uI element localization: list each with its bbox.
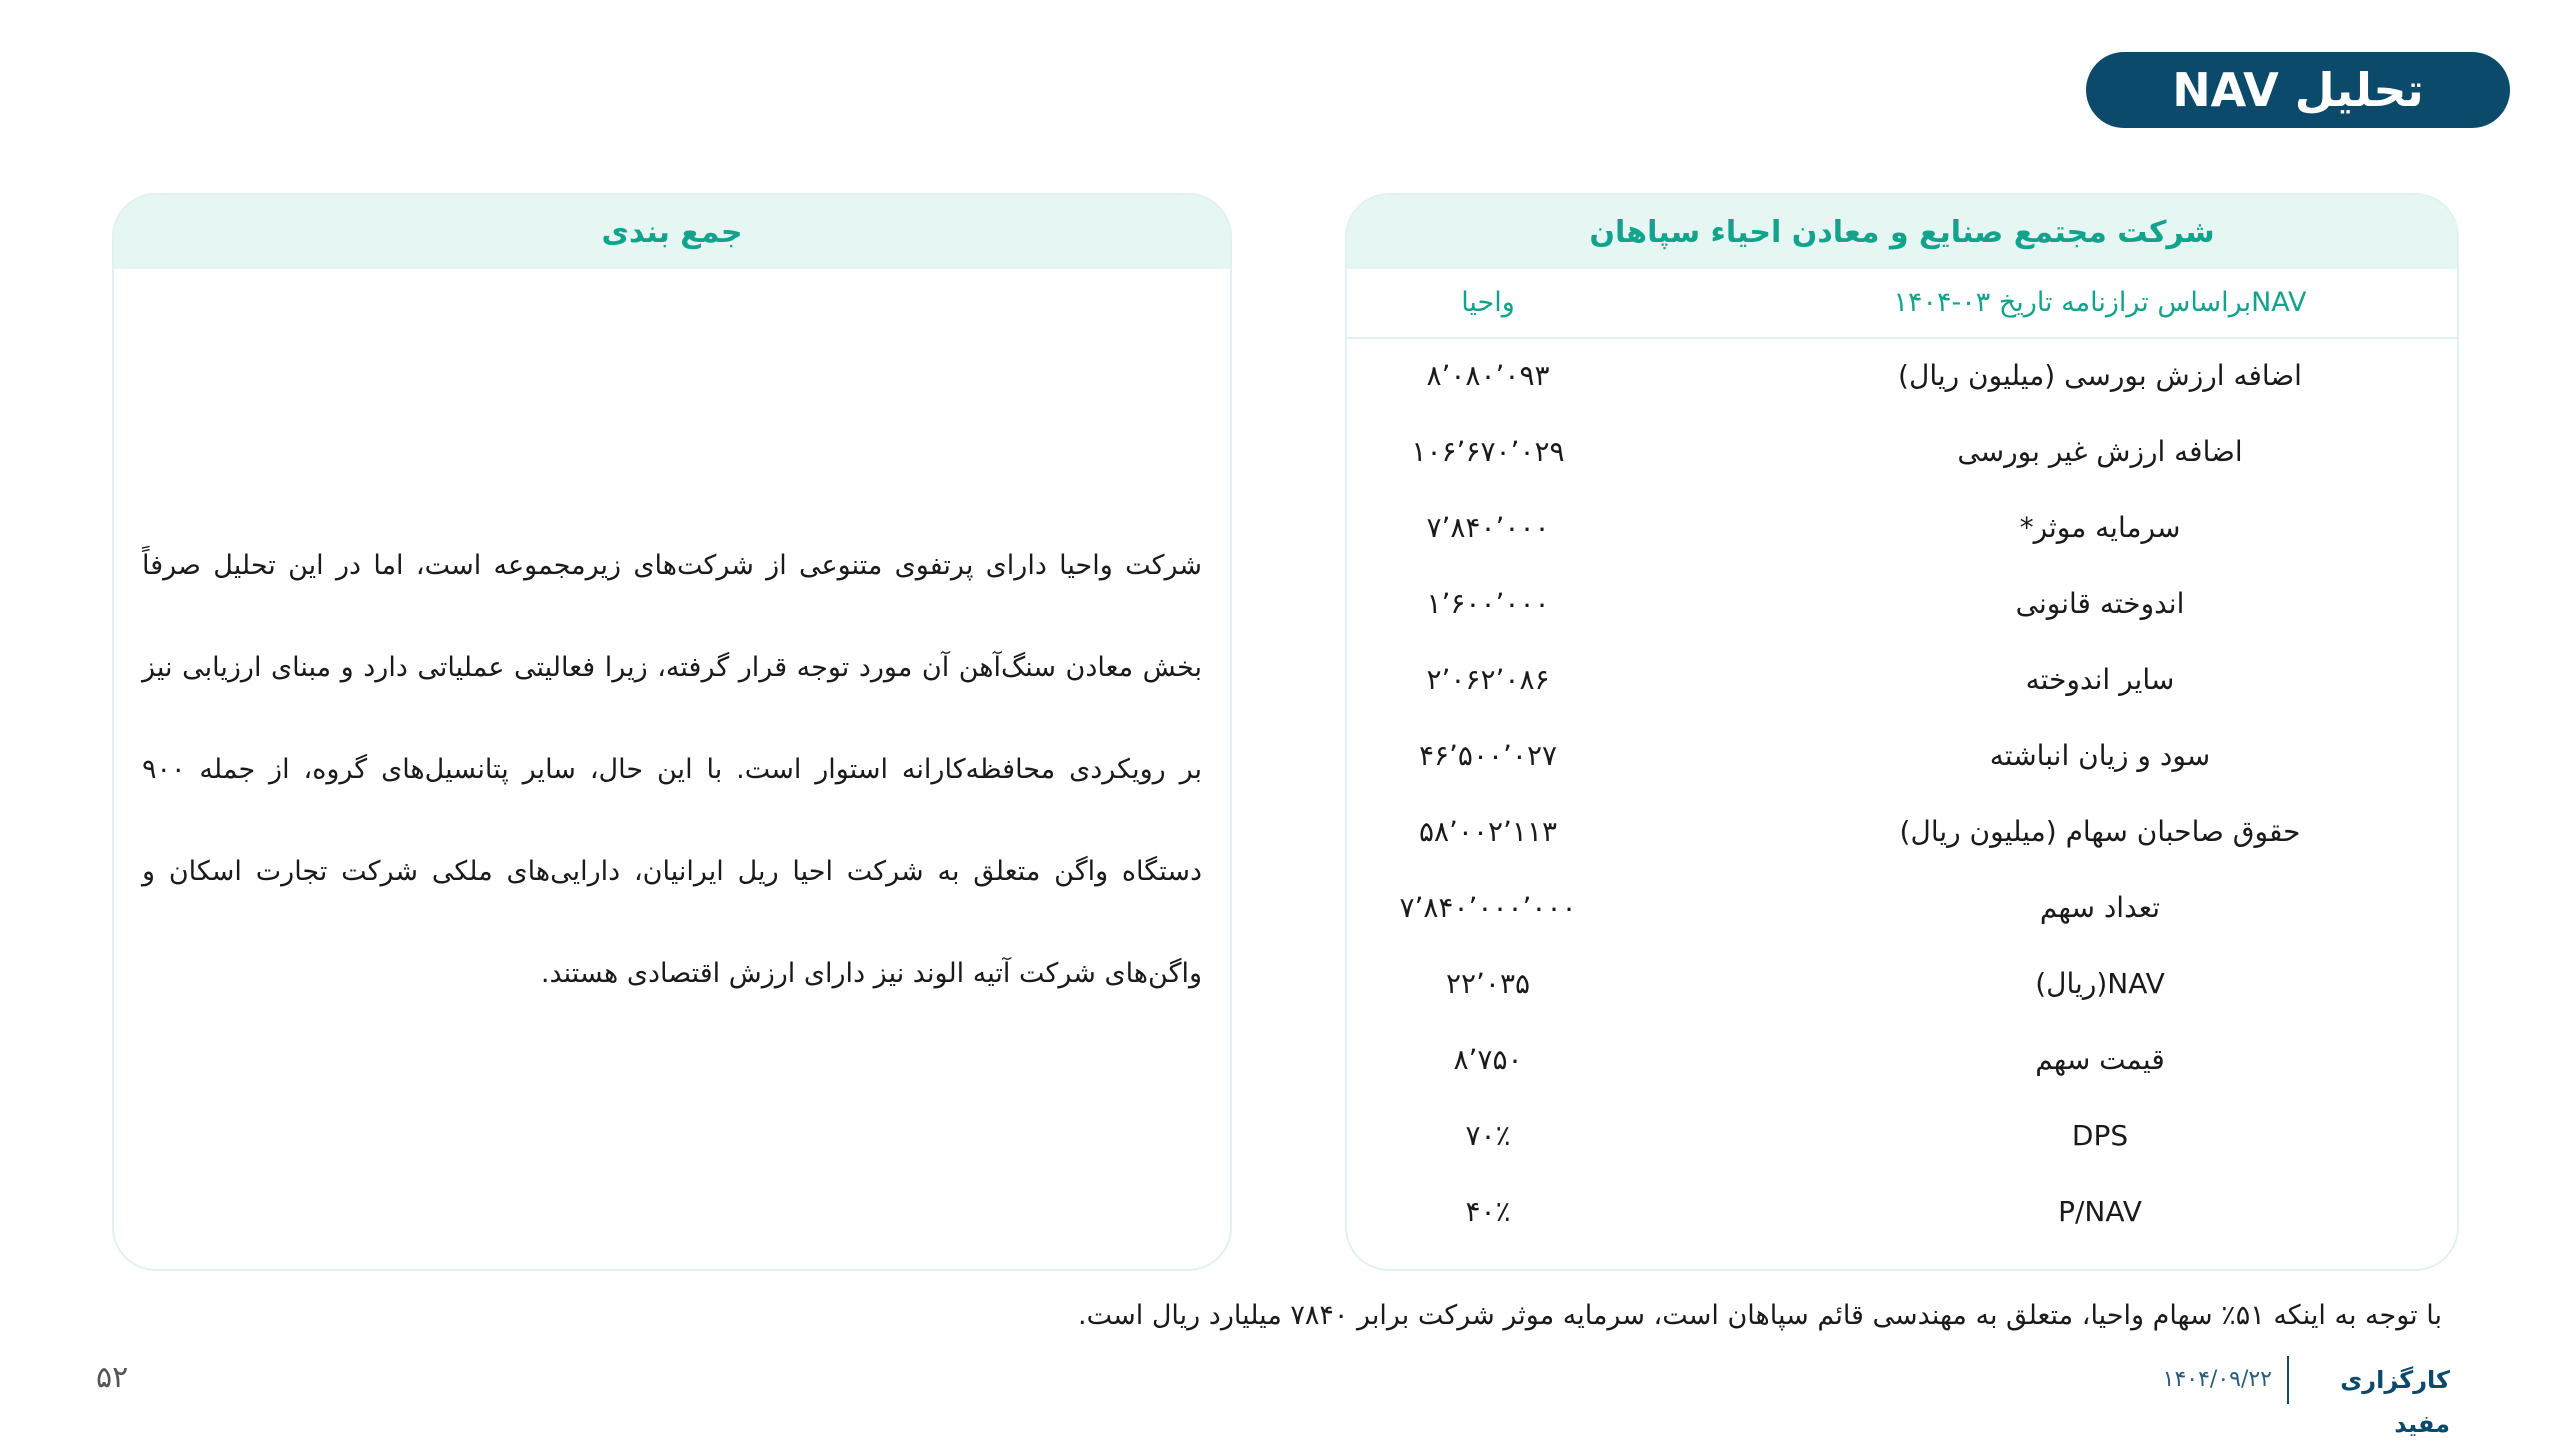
nav-table-header xyxy=(1347,269,2457,339)
footnote: با توجه به اینکه ۵۱٪ سهام واحیا، متعلق به مهندسی قائم سپاهان است، سرمایه موثر شرکت برابر ۷۸۴۰ میلیارد ریال است. xyxy=(1078,1300,2442,1331)
nav-table-title: شرکت مجتمع صنایع و معادن احیاء سپاهان xyxy=(1347,195,2457,269)
row-label: NAV(ریال) xyxy=(2035,967,2165,1000)
summary-title: جمع بندی xyxy=(114,195,1230,269)
row-label: اضافه ارزش بورسی (میلیون ریال) xyxy=(1898,359,2302,392)
row-value: ۲٬۰۶۲٬۰۸۶ xyxy=(1426,663,1550,696)
row-label: قیمت سهم xyxy=(2035,1043,2165,1076)
row-value: ۱٬۶۰۰٬۰۰۰ xyxy=(1426,587,1550,620)
brand-logo: کارگزاری مفید xyxy=(2340,1366,2450,1438)
table-row xyxy=(1347,947,2457,1023)
row-value: ۴۶٬۵۰۰٬۰۲۷ xyxy=(1418,739,1558,772)
row-value: ۵۸٬۰۰۲٬۱۱۳ xyxy=(1418,815,1558,848)
row-value: ۴۰٪ xyxy=(1465,1195,1511,1228)
row-label: حقوق صاحبان سهام (میلیون ریال) xyxy=(1899,815,2301,848)
table-row xyxy=(1347,567,2457,643)
report-date: ۱۴۰۴/۰۹/۲۲ xyxy=(2162,1367,2272,1392)
row-label: سایر اندوخته xyxy=(2025,663,2175,696)
table-row xyxy=(1347,719,2457,795)
table-row xyxy=(1347,1099,2457,1175)
row-label: اضافه ارزش غیر بورسی xyxy=(1957,435,2243,468)
row-label: تعداد سهم xyxy=(2039,891,2161,924)
table-row xyxy=(1347,415,2457,491)
summary-text: شرکت واحیا دارای پرتفوی متنوعی از شرکت‌های زیرمجموعه است، اما در این تحلیل صرفاً بخش معادن سنگ‌آهن آن مورد توجه قرار گرفته، زیرا فعالیتی عملیاتی دارد و مبنای ارزیابی نیز بر رویکردی محافظه‌کارانه استوار است. با این حال، سایر پتانسیل‌های گروه، از جمله ۹۰۰ دستگاه واگن متعلق به شرکت احیا ریل ایرانیان، دارایی‌های ملکی شرکت تجارت اسکان و واگن‌های شرکت آتیه الوند نیز دارای ارزش اقتصادی هستند. xyxy=(142,550,1202,989)
nav-table-card xyxy=(1345,193,2459,1271)
table-row xyxy=(1347,339,2457,415)
row-value: ۷٬۸۴۰٬۰۰۰٬۰۰۰ xyxy=(1399,891,1577,924)
row-label: DPS xyxy=(2071,1119,2129,1152)
nav-table-body xyxy=(1347,339,2457,1251)
footer-divider xyxy=(2287,1356,2289,1404)
row-label: اندوخته قانونی xyxy=(2015,587,2185,620)
page-title: تحلیل NAV xyxy=(2086,52,2510,128)
summary-card xyxy=(112,193,1232,1271)
row-label: سود و زیان انباشته xyxy=(1989,739,2211,772)
table-row xyxy=(1347,871,2457,947)
table-row xyxy=(1347,795,2457,871)
row-value: ۸٬۷۵۰ xyxy=(1453,1043,1523,1076)
table-row xyxy=(1347,643,2457,719)
table-row xyxy=(1347,491,2457,567)
row-value: ۷٬۸۴۰٬۰۰۰ xyxy=(1426,511,1550,544)
header-company: واحیا xyxy=(1461,287,1515,318)
row-value: ۸٬۰۸۰٬۰۹۳ xyxy=(1426,359,1550,392)
page-number: ۵۲ xyxy=(96,1360,129,1395)
row-label: P/NAV xyxy=(2058,1195,2142,1228)
header-basis: NAVبراساس ترازنامه تاریخ ۰۳-۱۴۰۴ xyxy=(1893,287,2307,318)
row-label: سرمایه موثر* xyxy=(2019,511,2181,544)
row-value: ۷۰٪ xyxy=(1465,1119,1511,1152)
row-value: ۲۲٬۰۳۵ xyxy=(1445,967,1531,1000)
table-row xyxy=(1347,1023,2457,1099)
table-row xyxy=(1347,1175,2457,1251)
row-value: ۱۰۶٬۶۷۰٬۰۲۹ xyxy=(1411,435,1565,468)
